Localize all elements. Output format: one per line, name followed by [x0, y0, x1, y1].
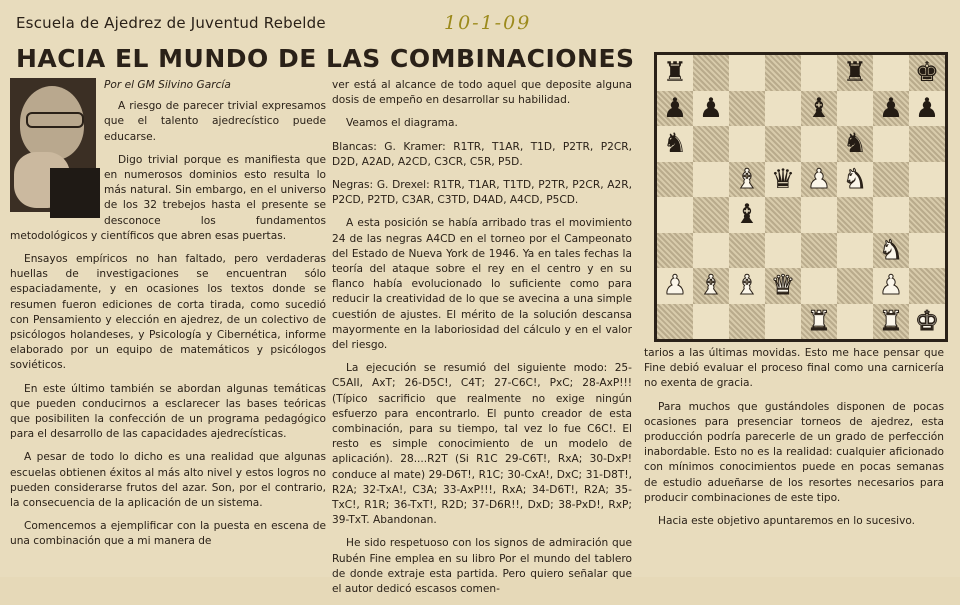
board-square [873, 162, 909, 198]
black-pawn-icon: ♟ [878, 92, 904, 124]
white-pieces-list: Blancas: G. Kramer: R1TR, T1AR, T1D, P2TR, P2CR, D2D, A2AD, A2CD, C3CR, C5R, P5D. [332, 140, 632, 168]
black-pawn-icon: ♟ [698, 92, 724, 124]
board-square [837, 126, 873, 162]
black-queen-icon: ♛ [770, 163, 796, 195]
black-knight-icon: ♞ [842, 128, 868, 160]
paragraph: Ensayos empíricos no han faltado, pero verdaderas huellas de investigaciones se encuentran sólo espaciadamente, y en ocasiones los textos donde se resumen fueron ediciones de corta tirada, como sucedió con Pensamiento y elección en ajedrez, de un colectivo de psicólogos holandeses, y Psicología y Cibernética, informe elaborado por un equipo de matemáticos y psicólogos soviéticos. [10, 253, 326, 372]
paragraph: tarios a las últimas movidas. Esto me hace pensar que Fine debió evaluar el proceso final como una carnicería no exenta de gracia. [644, 347, 944, 390]
board-square [909, 268, 945, 304]
board-square [765, 197, 801, 233]
board-square [657, 197, 693, 233]
board-square [873, 233, 909, 269]
black-bishop-icon: ♝ [734, 199, 760, 231]
white-bishop-icon: ♝ [734, 270, 760, 302]
board-square [765, 304, 801, 340]
black-rook-icon: ♜ [662, 57, 688, 89]
board-square [729, 268, 765, 304]
article-column-2 [332, 78, 632, 605]
white-pawn-icon: ♟ [878, 270, 904, 302]
board-square [657, 162, 693, 198]
board-square [693, 126, 729, 162]
white-pawn-icon: ♟ [662, 270, 688, 302]
board-square [837, 233, 873, 269]
white-knight-icon: ♞ [878, 234, 904, 266]
board-square [657, 268, 693, 304]
board-square [801, 233, 837, 269]
board-square [765, 162, 801, 198]
board-square [801, 197, 837, 233]
board-square [765, 91, 801, 127]
white-rook-icon: ♜ [806, 305, 832, 337]
black-pawn-icon: ♟ [662, 92, 688, 124]
board-square [801, 268, 837, 304]
black-bishop-icon: ♝ [806, 92, 832, 124]
paragraph: Para muchos que gustándoles disponen de pocas ocasiones para presenciar torneos de ajedrez, esta producción podría parecerle de un grado de perfección inabordable. Esto no es la realidad: cualquier aficionado con mínimos conocimientos puede en pocas semanas de estudio adueñarse de los resortes necesarios para producir combinaciones de este tipo. [644, 400, 944, 504]
board-square [837, 304, 873, 340]
board-square [693, 55, 729, 91]
board-square [873, 304, 909, 340]
board-square [909, 197, 945, 233]
paragraph: A esta posición se había arribado tras el movimiento 24 de las negras A4CD en el torneo por el Campeonato del Estado de Nueva York de 1946. Ya en tales fechas la teoría del ataque sobre el rey en el centro y en su flanco había evolucionado lo suficiente como para reducir la creatividad de lo que se avecina a una simple cuestión de ajustes. El mérito de la solución descansa mayormente en la laboriosidad del cálculo y en el valor del riesgo. [332, 217, 632, 352]
board-square [909, 304, 945, 340]
board-square [909, 91, 945, 127]
board-square [657, 55, 693, 91]
board-square [801, 126, 837, 162]
white-bishop-icon: ♝ [698, 270, 724, 302]
board-square [873, 268, 909, 304]
board-square [909, 126, 945, 162]
game-moves: La ejecución se resumió del siguiente modo: 25-C5AII, AxT; 26-D5C!, C4T; 27-C6C!, PxC; 28-AxP!!! (Típico sacrificio que realmente no exige ningún esfuerzo para encontrarlo. El punto creador de esta combinación, para su tiempo, tal vez lo fue C6C!. El resto es simple conocimiento de un modelo de aplicación). 28....R2T (Si R1C 29-C6T!, RxA; 30-DxP! conduce al mate) 29-D6T!, R1C; 30-CxA!, DxC; 31-D8T!, R2A; 32-TxA!, C3A; 33-AxP!!!, RxA; 34-D6T!, R2A; 35-TxC!, R1R; 36-TxT!, R2D; 37-D6R!!, DxD; 38-PxD!, RxP; 39-TxT. Abandonan. [332, 362, 632, 527]
board-square [693, 304, 729, 340]
board-square [873, 55, 909, 91]
white-queen-icon: ♛ [770, 270, 796, 302]
author-photo [10, 78, 96, 212]
board-square [657, 126, 693, 162]
board-square [837, 55, 873, 91]
board-square [765, 268, 801, 304]
article-column-3 [644, 346, 944, 537]
paragraph: ver está al alcance de todo aquel que deposite alguna dosis de empeño en desarrollar su habilidad. [332, 79, 632, 107]
white-bishop-icon: ♝ [734, 163, 760, 195]
article-column-1 [10, 78, 326, 558]
paragraph: Veamos el diagrama. [346, 117, 458, 130]
board-square [909, 162, 945, 198]
black-rook-icon: ♜ [842, 57, 868, 89]
board-square [729, 162, 765, 198]
board-square [657, 233, 693, 269]
board-square [729, 233, 765, 269]
white-king-icon: ♚ [914, 305, 940, 337]
black-pieces-list: Negras: G. Drexel: R1TR, T1AR, T1TD, P2TR, P2CR, A2R, P2CD, P2TD, C3AR, C3TD, D4AD, A4CD, P5CD. [332, 179, 632, 207]
board-square [729, 126, 765, 162]
board-square [693, 197, 729, 233]
board-square [873, 126, 909, 162]
white-pawn-icon: ♟ [806, 163, 832, 195]
black-pawn-icon: ♟ [914, 92, 940, 124]
paragraph: A pesar de todo lo dicho es una realidad que algunas escuelas obtienen éxitos al más alto nivel y estos logros no pueden considerarse frutos del azar. Son, por el contrario, la consecuencia de la aplicación de un sistema. [10, 451, 326, 510]
board-square [693, 268, 729, 304]
board-square [765, 55, 801, 91]
paragraph: He sido respetuoso con los signos de admiración que Rubén Fine emplea en su libro Por el mundo del tablero de donde extraje esta partida. Pero quiero señalar que el autor dedicó escasos comen- [332, 537, 632, 596]
byline: Por el GM Silvino García [104, 79, 231, 91]
board-square [801, 91, 837, 127]
board-square [801, 55, 837, 91]
white-knight-icon: ♞ [842, 163, 868, 195]
board-square [693, 91, 729, 127]
board-square [801, 162, 837, 198]
board-square [873, 91, 909, 127]
board-square [693, 233, 729, 269]
paragraph: Comencemos a ejemplificar con la puesta en escena de una combinación que a mi manera de [10, 520, 326, 548]
board-square [729, 55, 765, 91]
board-square [729, 197, 765, 233]
board-square [873, 197, 909, 233]
white-rook-icon: ♜ [878, 305, 904, 337]
board-square [837, 91, 873, 127]
board-square [837, 268, 873, 304]
paragraph: En este último también se abordan algunas temáticas que pueden conducirnos a esclarecer las bases teóricas que posibiliten la confección de un programa pedagógico para el desarrollo de las capacidades ajedrecísticas. [10, 382, 326, 441]
board-square [837, 197, 873, 233]
board-square [729, 91, 765, 127]
paragraph: A riesgo de parecer trivial expresamos que el talento ajedrecístico puede educarse. [104, 100, 326, 143]
black-king-icon: ♚ [914, 57, 940, 89]
board-square [909, 233, 945, 269]
board-square [765, 126, 801, 162]
headline: HACIA EL MUNDO DE LAS COMBINACIONES [16, 44, 635, 73]
paragraph: Hacia este objetivo apuntaremos en lo sucesivo. [658, 515, 916, 528]
chess-diagram [654, 52, 948, 342]
board-square [909, 55, 945, 91]
handwritten-date: 10-1-09 [444, 12, 532, 34]
black-knight-icon: ♞ [662, 128, 688, 160]
board-square [693, 162, 729, 198]
board-square [801, 304, 837, 340]
board-square [765, 233, 801, 269]
paragraph: Digo trivial porque es manifiesta que en numerosos dominios esto resulta lo más natural. Sin embargo, en el universo de los 32 trebejos hasta el presente se desconoce los fundamentos metodológicos y científicos que abren esas puertas. [10, 153, 326, 242]
board-square [729, 304, 765, 340]
series-title: Escuela de Ajedrez de Juventud Rebelde [16, 14, 326, 32]
board-square [837, 162, 873, 198]
board-square [657, 304, 693, 340]
board-square [657, 91, 693, 127]
